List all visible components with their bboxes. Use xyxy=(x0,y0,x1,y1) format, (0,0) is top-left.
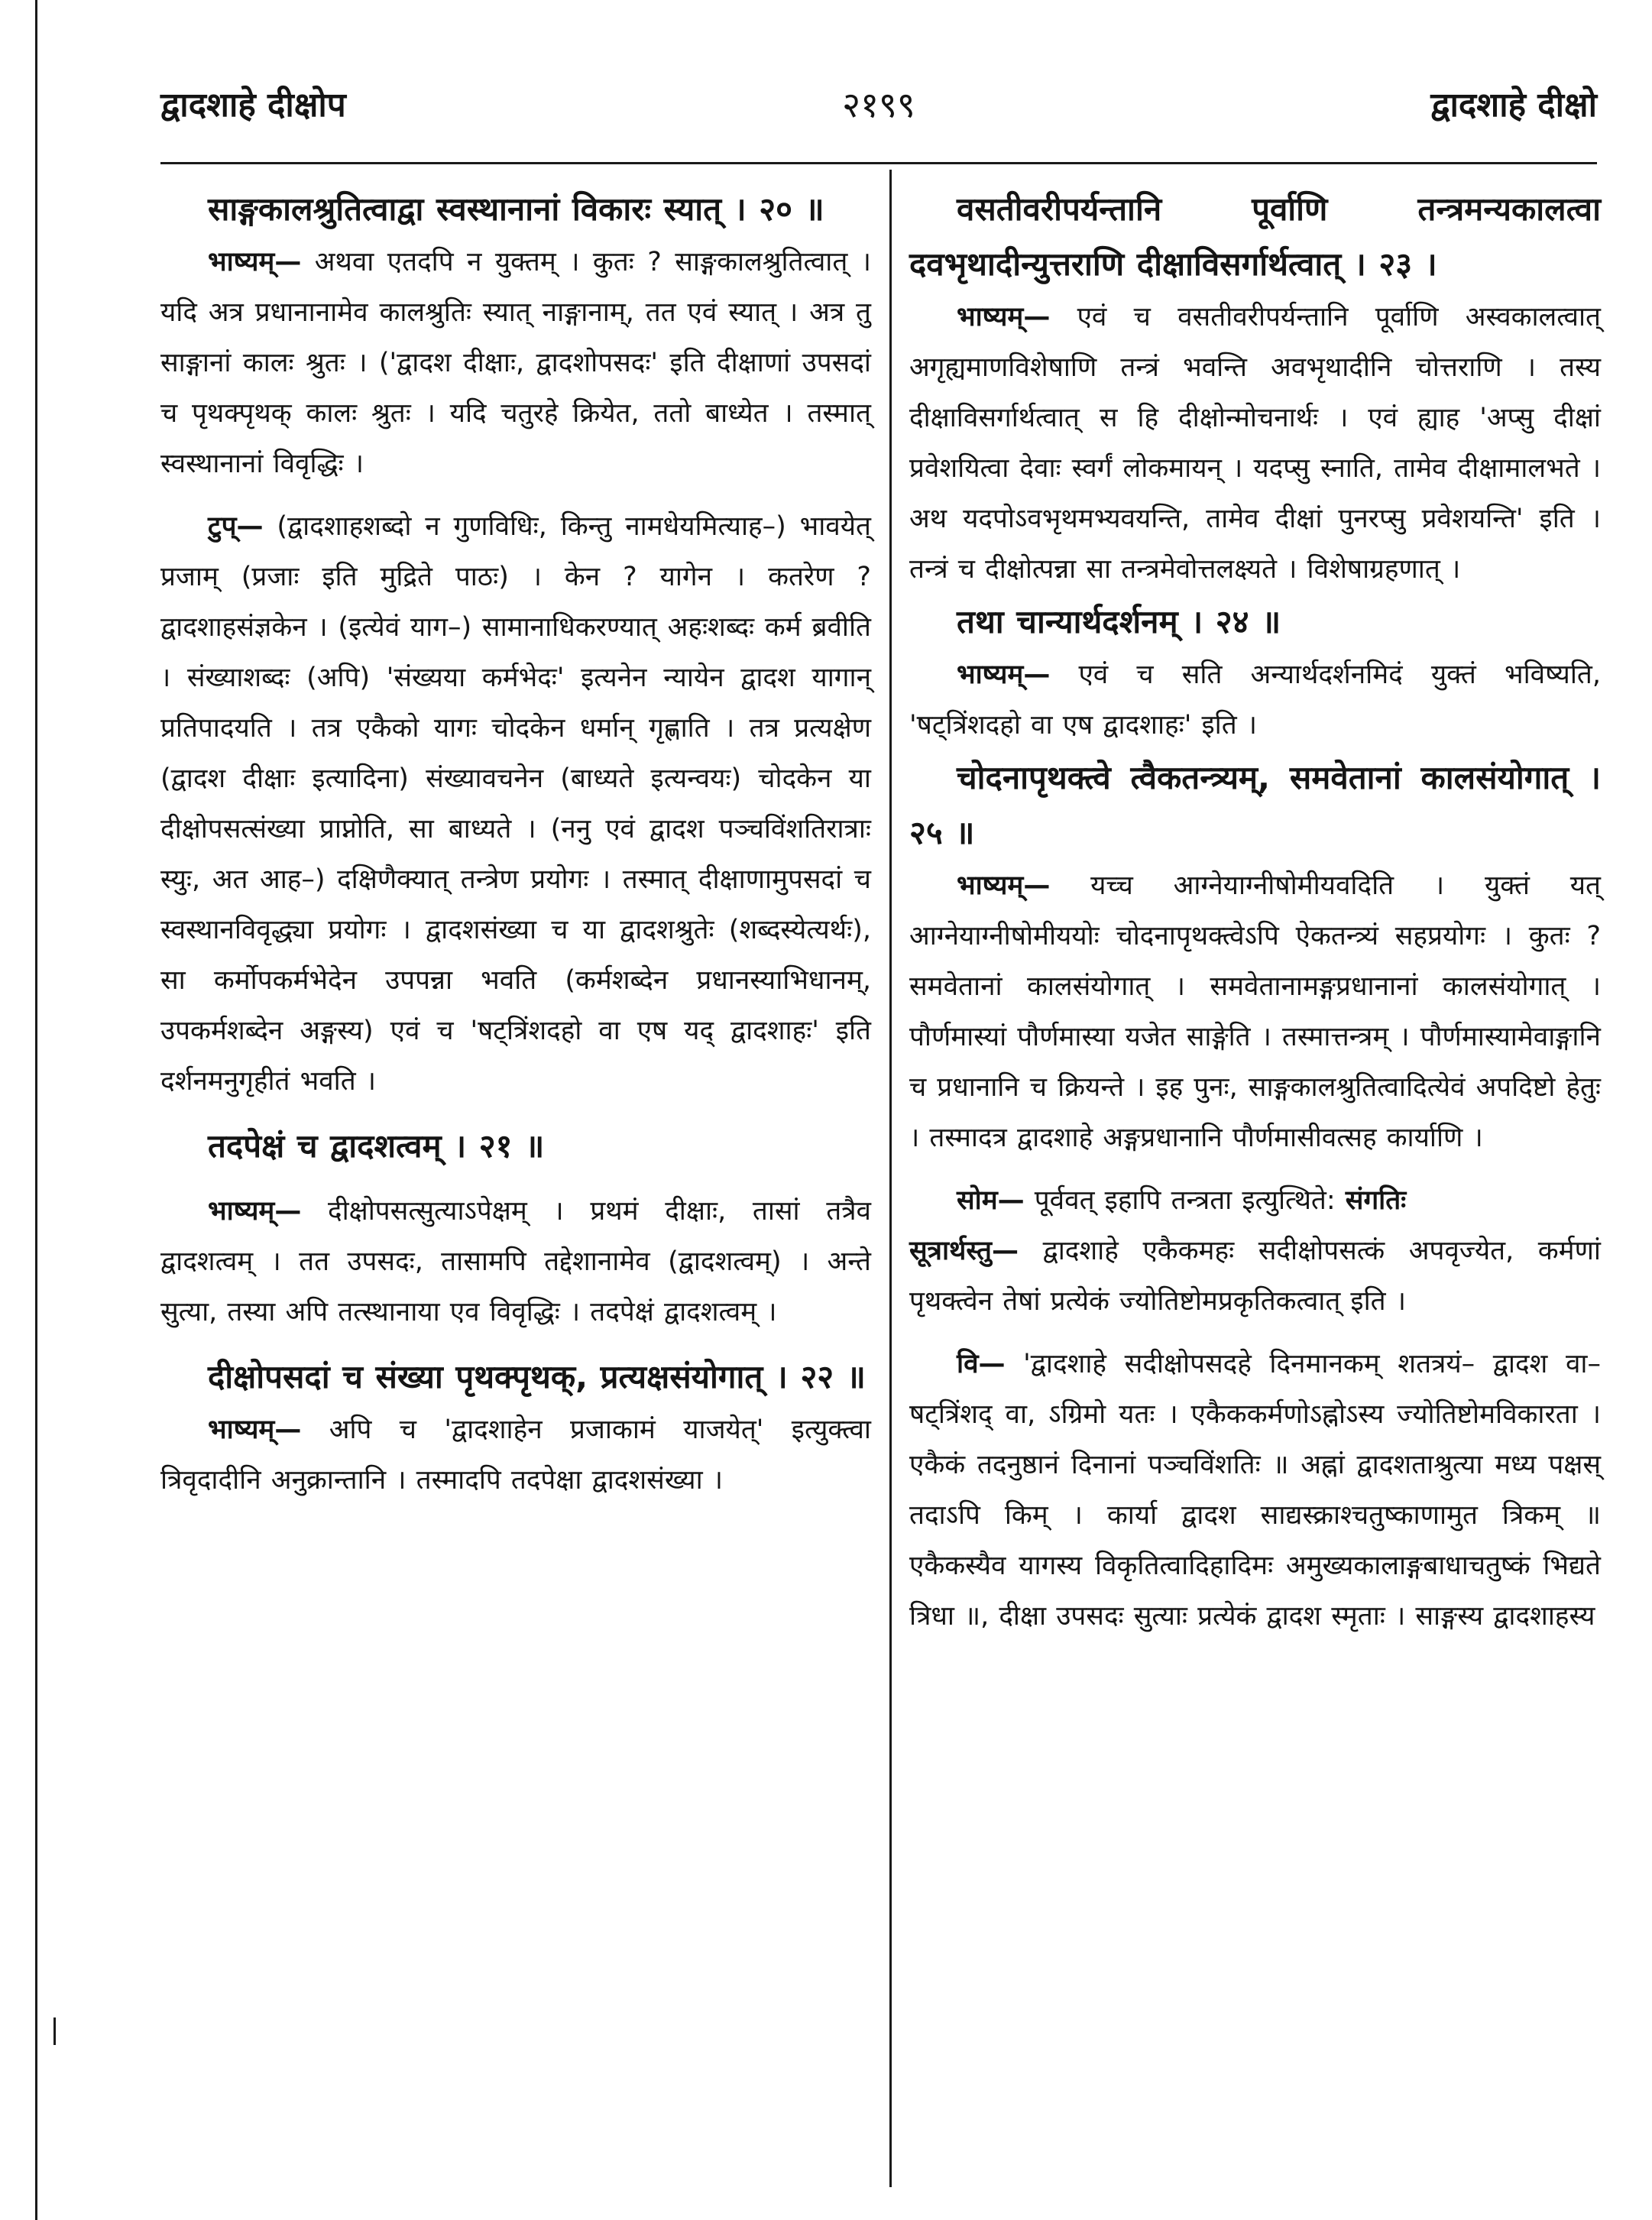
right-column xyxy=(909,182,1601,1642)
sutra-24: तथा चान्यार्थदर्शनम् । २४ ॥ xyxy=(957,603,1281,640)
sutra-20: साङ्गकालश्रुतित्वाद्वा स्वस्थानानां विकारः स्यात् । २० ॥ xyxy=(208,190,824,228)
page-margin-rule xyxy=(35,0,37,2220)
sutrartha-text: द्वादशाहे एकैकमहः सदीक्षोपसत्कं अपवृज्येत, कर्मणां पृथक्त्वेन तेषां प्रत्येकं ज्योतिष्टोमप्रकृतिकत्वात् इति । xyxy=(909,1236,1601,1317)
bhashya-text: यच्च आग्नेयाग्नीषोमीयवदिति । युक्तं यत् आग्नेयाग्नीषोमीययोः चोदनापृथक्त्वेऽपि ऐकतन्त्र्यं सहप्रयोगः । कुतः ? समवेतानां कालसंयोगात् । समवेतानामङ्गप्रधानानां कालसंयोगात् । पौर्णमास्यां पौर्णमास्या यजेत साङ्गेति । तस्मात्तन्त्रम् । पौर्णमास्यामेवाङ्गानि च प्रधानानि च क्रियन्ते । इह पुनः, साङ्गकालश्रुतित्वादित्येवं अपदिष्टो हेतुः । तस्मादत्र द्वादशाहे अङ्गप्रधानानि पौर्णमासीवत्सह कार्याणि । xyxy=(909,870,1601,1153)
bhashya-20 xyxy=(160,237,871,489)
bhashya-label: भाष्यम्— xyxy=(208,1196,302,1227)
margin-tick-mark xyxy=(53,2017,56,2045)
column-divider xyxy=(889,170,892,2187)
sutrartha-label: सूत्रार्थस्तु— xyxy=(909,1236,1019,1266)
bhashya-text: एवं च सति अन्यार्थदर्शनमिदं युक्तं भविष्यति, 'षट्त्रिंशदहो वा एष द्वादशाहः' इति । xyxy=(909,660,1601,741)
sutrartha-commentary xyxy=(909,1226,1601,1327)
bhashya-label: भाष्यम्— xyxy=(957,660,1051,690)
soma-commentary xyxy=(909,1175,1601,1226)
running-header xyxy=(160,80,1597,149)
bhashya-label: भाष्यम्— xyxy=(208,1415,302,1445)
sangati-label: संगतिः xyxy=(1345,1185,1407,1216)
header-rule xyxy=(160,162,1597,164)
sutra-22: दीक्षोपसदां च संख्या पृथक्पृथक्, प्रत्यक्षसंयोगात् । २२ ॥ xyxy=(208,1358,866,1395)
tup-label: टुप्— xyxy=(208,511,264,542)
soma-text: पूर्ववत् इहापि तन्त्रता इत्युत्थिते: xyxy=(1024,1185,1346,1216)
sutra-25: चोदनापृथक्त्वे त्वैकतन्त्र्यम्, समवेतानां कालसंयोगात् । २५ ॥ xyxy=(909,759,1601,851)
bhashya-label: भाष्यम्— xyxy=(957,870,1051,901)
sutra-23: वसतीवरीपर्यन्तानि पूर्वाणि तन्त्रमन्यकालत्वा दवभृथादीन्युत्तराणि दीक्षाविसर्गार्थत्वात् । २३ । xyxy=(909,190,1601,283)
bhashya-label: भाष्यम्— xyxy=(957,302,1051,332)
vi-label: वि— xyxy=(957,1349,1006,1379)
bhashya-25 xyxy=(909,860,1601,1163)
bhashya-21 xyxy=(160,1186,871,1337)
soma-label: सोम— xyxy=(957,1185,1025,1216)
header-left-title: द्वादशाहे दीक्षोप xyxy=(160,86,346,125)
header-right-title: द्वादशाहे दीक्षो xyxy=(1430,86,1597,125)
tup-text: (द्वादशाहशब्दो न गुणविधिः, किन्तु नामधेयमित्याह–) भावयेत् प्रजाम् (प्रजाः इति मुद्रिते पाठः) । केन ? यागेन । कतरेण ? द्वादशाहसंज्ञकेन । (इत्येवं याग–) सामानाधिकरण्यात् अहःशब्दः कर्म ब्रवीति । संख्याशब्दः (अपि) 'संख्यया कर्मभेदः' इत्यनेन न्यायेन द्वादश यागान् प्रतिपादयति । तत्र एकैको यागः चोदकेन धर्मान् गृह्णाति । तत्र प्रत्यक्षेण (द्वादश दीक्षाः इत्यादिना) संख्यावचनेन (बाध्यते इत्यन्वयः) चोदकेन या दीक्षोपसत्संख्या प्राप्नोति, सा बाध्यते । (ननु एवं द्वादश पञ्चविंशतिरात्राः स्युः, अत आह–) दक्षिणैक्यात् तन्त्रेण प्रयोगः । तस्मात् दीक्षाणामुपसदां च स्वस्थानविवृद्ध्या प्रयोगः । द्वादशसंख्या च या द्वादशश्रुतेः (शब्दस्येत्यर्थः), सा कर्मोपकर्मभेदेन उपपन्ना भवति (कर्मशब्देन प्रधानस्याभिधानम्, उपकर्मशब्देन अङ्गस्य) एवं च 'षट्त्रिंशदहो वा एष यद् द्वादशाहः' इति दर्शनमनुगृहीतं भवति । xyxy=(160,511,871,1097)
vi-text: 'द्वादशाहे सदीक्षोपसदहे दिनमानकम् शतत्रयं– द्वादश वा–षट्त्रिंशद् वा, ऽग्रिमो यतः । एकैककर्मणोऽह्नोऽस्य ज्योतिष्टोमविकारता । एकैकं तदनुष्ठानं दिनानां पञ्चविंशतिः ॥ अह्नां द्वादशताश्रुत्या मध्य पक्षस् तदाऽपि किम् । कार्या द्वादश साद्यस्क्राश्चतुष्काणामुत त्रिकम् ॥ एकैकस्यैव यागस्य विकृतित्वादिहादिमः अमुख्यकालाङ्गबाधाचतुष्कं भिद्यते त्रिधा ॥, दीक्षा उपसदः सुत्याः प्रत्येकं द्वादश स्मृताः । साङ्गस्य द्वादशाहस्य xyxy=(909,1349,1601,1632)
bhashya-text: अपि च 'द्वादशाहेन प्रजाकामं याजयेत्' इत्युक्त्वा त्रिवृदादीनि अनुक्रान्तानि । तस्मादपि तदपेक्षा द्वादशसंख्या । xyxy=(160,1415,871,1496)
bhashya-22 xyxy=(160,1405,871,1505)
bhashya-23 xyxy=(909,292,1601,595)
bhashya-text: अथवा एतदपि न युक्तम् । कुतः ? साङ्गकालश्रुतित्वात् । यदि अत्र प्रधानानामेव कालश्रुतिः स्यात् नाङ्गानाम्, तत एवं स्यात् । अत्र तु साङ्गानां कालः श्रुतः । ('द्वादश दीक्षाः, द्वादशोपसदः' इति दीक्षाणां उपसदां च पृथक्पृथक् कालः श्रुतः । यदि चतुरहे क्रियेत, ततो बाध्येत । तस्मात् स्वस्थानानां विवृद्धिः । xyxy=(160,247,871,479)
sutra-21: तदपेक्षं च द्वादशत्वम् । २१ ॥ xyxy=(208,1127,545,1165)
vi-commentary xyxy=(909,1339,1601,1642)
bhashya-label: भाष्यम्— xyxy=(208,247,302,277)
tup-commentary-20 xyxy=(160,501,871,1107)
bhashya-text: दीक्षोपसत्सुत्याऽपेक्षम् । प्रथमं दीक्षाः, तासां तत्रैव द्वादशत्वम् । तत उपसदः, तासामपि तद्देशानामेव (द्वादशत्वम्) । अन्ते सुत्या, तस्या अपि तत्स्थानाया एव विवृद्धिः । तदपेक्षं द्वादशत्वम् । xyxy=(160,1196,871,1327)
page-number: २१९९ xyxy=(842,84,915,125)
left-column xyxy=(160,182,871,1505)
bhashya-24 xyxy=(909,650,1601,750)
bhashya-text: एवं च वसतीवरीपर्यन्तानि पूर्वाणि अस्वकालत्वात् अगृह्यमाणविशेषाणि तन्त्रं भवन्ति अवभृथादीनि चोत्तराणि । तस्य दीक्षाविसर्गार्थत्वात् स हि दीक्षोन्मोचनार्थः । एवं ह्याह 'अप्सु दीक्षां प्रवेशयित्वा देवाः स्वर्गं लोकमायन् । यदप्सु स्नाति, तामेव दीक्षामालभते । अथ यदपोऽवभृथमभ्यवयन्ति, तामेव दीक्षां पुनरप्सु प्रवेशयन्ति' इति । तन्त्रं च दीक्षोत्पन्ना सा तन्त्रमेवोत्तलक्ष्यते । विशेषाग्रहणात् । xyxy=(909,302,1601,585)
